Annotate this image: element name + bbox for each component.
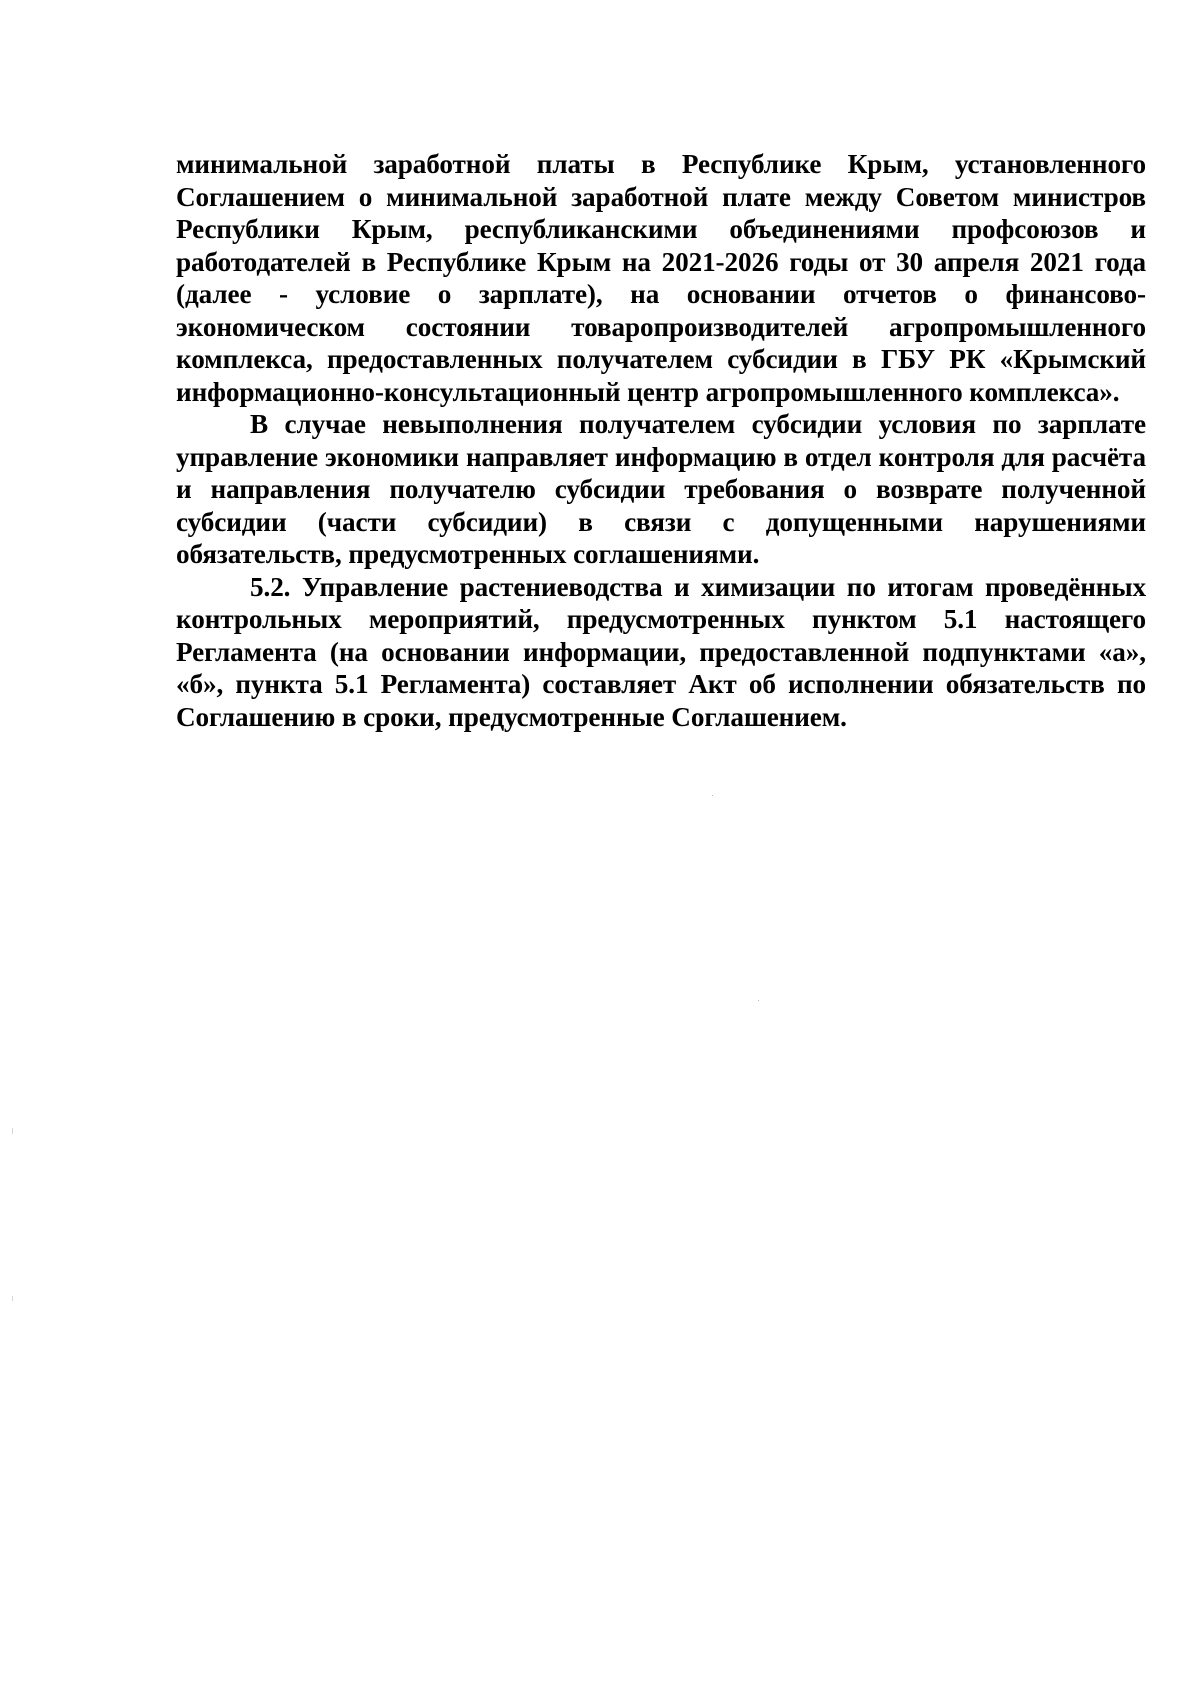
scan-speck <box>758 1000 759 1001</box>
scan-speck <box>712 795 713 796</box>
paragraph-section-5-2: 5.2. Управление растениеводства и химизации по итогам проведённых контрольных мероприятий, предусмотренных пунктом 5.1 настоящего Регламента (на основании информации, предоставленной подпунктами «а», «б», пункта 5.1 Регламента) составляет Акт об исполнении обязательств по Соглашению в сроки, предусмотренные Соглашением. <box>176 571 1146 732</box>
scan-edge-mark <box>12 1128 13 1134</box>
document-body <box>176 148 1146 733</box>
paragraph-salary-condition: В случае невыполнения получателем субсидии условия по зарплате управление экономики направляет информацию в отдел контроля для расчёта и направления получателю субсидии требования о возврате полученной субсидии (части субсидии) в связи с допущенными нарушениями обязательств, предусмотренных соглашениями. <box>176 409 1146 569</box>
paragraph-continuation: минимальной заработной платы в Республике Крым, установленного Соглашением о минимальной заработной плате между Советом министров Республики Крым, республиканскими объединениями профсоюзов и работодателей в Республике Крым на 2021-2026 годы от 30 апреля 2021 года (далее - условие о зарплате), на основании отчетов о финансово-экономическом состоянии товаропроизводителей агропромышленного комплекса, предоставленных получателем субсидии в ГБУ РК «Крымский информационно-консультационный центр агропромышленного комплекса». <box>176 149 1146 407</box>
scan-edge-mark <box>12 1296 13 1301</box>
